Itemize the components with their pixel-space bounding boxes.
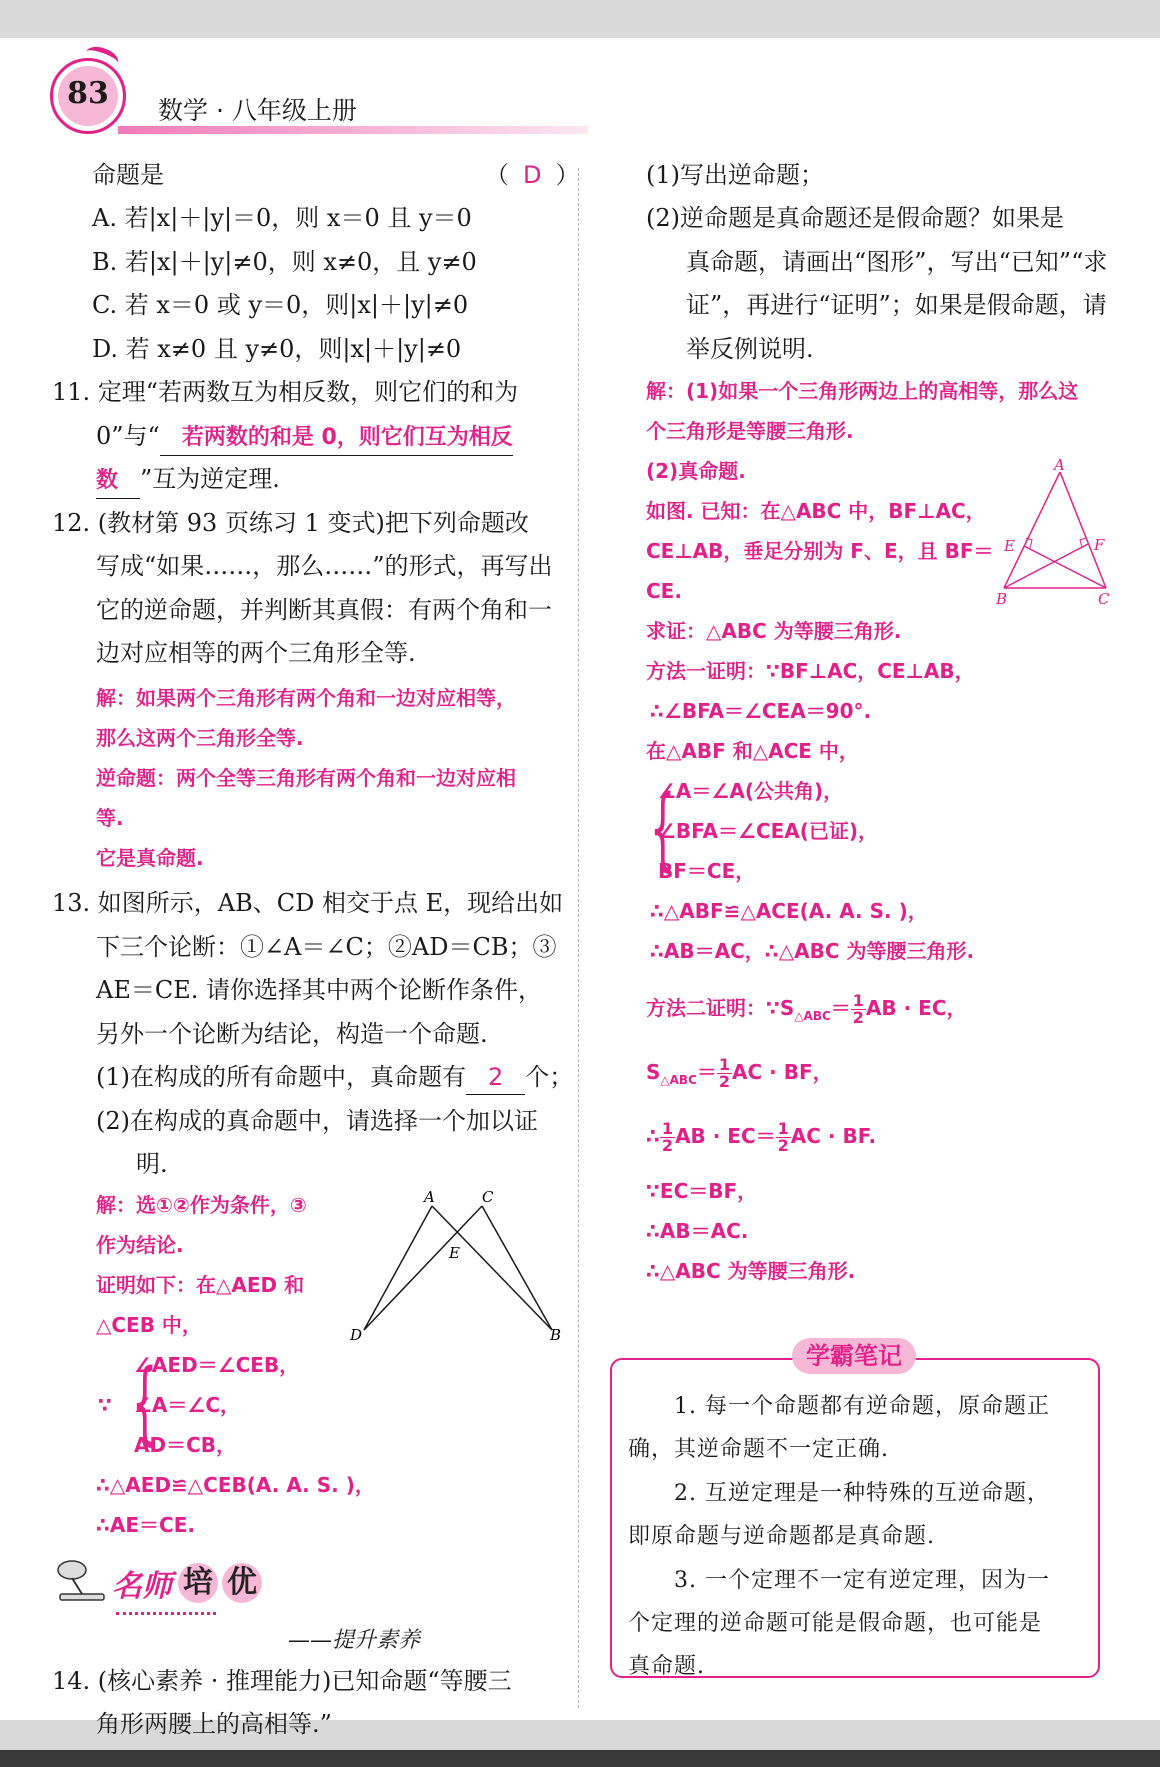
method-2-line-4: ∵EC＝BF， [646, 1179, 758, 1203]
method-2-line-6: ∴△ABC 为等腰三角形. [646, 1259, 856, 1283]
q12-solution-1: 解：如果两个三角形有两个角和一边对应相等， [96, 686, 516, 710]
q14-part-2-line-1: (2)逆命题是真命题还是假命题？如果是 [646, 204, 1064, 232]
q14-solution-9: ∴∠BFA＝∠CEA＝90°. [650, 699, 872, 723]
section-title-dots [116, 1612, 216, 1615]
q14-solution-4: 如图. 已知：在△ABC 中，BF⊥AC， [646, 499, 986, 523]
fig1-label-c: C [482, 1188, 494, 1206]
q11-answer-part-2: 数 [96, 464, 140, 499]
q13-solution-3: 证明如下：在△AED 和 [96, 1273, 305, 1297]
q11-answer-part-1: 若两数的和是 0，则它们互为相反 [160, 421, 513, 456]
q14-brace: { [649, 776, 676, 881]
fig1-label-d: D [350, 1326, 363, 1344]
method-2-line-1: 方法二证明：$\because S_{\triangle ABC}=$ $\frac{1}{2}$ AB · EC， [646, 991, 967, 1027]
q14-solution-5: CE⊥AB，垂足分别为 F、E，且 BF＝ [646, 539, 994, 563]
q10-option-c: C. 若 x＝0 或 y＝0，则|x|＋|y|≠0 [92, 291, 469, 319]
q14-solution-3: (2)真命题. [646, 459, 746, 483]
q14-solution-13: BF＝CE， [658, 859, 756, 883]
q14-solution-11: ∠A＝∠A(公共角)， [658, 779, 844, 803]
note-1-line-1: 1. 每一个命题都有逆命题，原命题正 [674, 1394, 1050, 1419]
note-3-line-2: 个定理的逆命题可能是假命题，也可能是 [628, 1611, 1043, 1636]
q13-solution-7: AD＝CB， [134, 1433, 237, 1457]
q13-part-2-line-2: 明. [136, 1150, 168, 1178]
note-3-line-1: 3. 一个定理不一定有逆定理，因为一 [674, 1568, 1050, 1593]
q13-part-2-line-1: (2)在构成的真命题中，请选择一个加以证 [96, 1107, 538, 1135]
q14-solution-10: 在△ABF 和△ACE 中， [646, 739, 859, 763]
q12-line-4: 边对应相等的两个三角形全等. [96, 639, 416, 667]
section-title-part-3: 优 [222, 1563, 262, 1603]
q14-solution-15: ∴AB＝AC，∴△ABC 为等腰三角形. [650, 939, 975, 963]
q13-line-2: 下三个论断：①∠A＝∠C；②AD＝CB；③ [96, 933, 557, 961]
fig2-label-b: B [996, 590, 1008, 608]
q13-because: ∵ [98, 1393, 112, 1417]
q12-solution-2: 那么这两个三角形全等. [96, 726, 304, 750]
q14-part-2-line-3: 证”，再进行“证明”；如果是假命题，请 [686, 291, 1107, 319]
q13-part-1-answer: 2 [466, 1060, 525, 1095]
method-2-line-5: ∴AB＝AC. [646, 1219, 749, 1243]
q13-brace: { [131, 1350, 158, 1455]
q14-line-2: 角形两腰上的高相等.” [96, 1710, 332, 1738]
q14-part-1: (1)写出逆命题； [646, 161, 824, 189]
figure-intersecting-segments [340, 1188, 570, 1348]
q10-option-b: B. 若|x|＋|y|≠0，则 x≠0，且 y≠0 [92, 248, 477, 276]
q14-solution-6: CE. [646, 579, 682, 603]
q14-solution-12: ∠BFA＝∠CEA(已证)， [658, 819, 879, 843]
q11-line-3: 数 ”互为逆定理. [96, 462, 280, 499]
q13-line-3: AE＝CE. 请你选择其中两个论断作条件， [96, 976, 542, 1004]
section-title-badge [112, 1560, 262, 1606]
bottom-bar [0, 1750, 1160, 1767]
q10-answer-bracket: （ D ） [485, 161, 580, 189]
method-2-line-3: ∴ $\frac{1}{2}$ AB · EC＝ $\frac{1}{2}$ AC · BF. [646, 1119, 877, 1155]
q14-solution-2: 个三角形是等腰三角形. [646, 419, 854, 443]
q11-line-2: 0”与“ 若两数的和是 0，则它们互为相反 [96, 419, 513, 456]
section-title-part-1: 名师 [112, 1569, 172, 1604]
q13-solution-5: ∠AED＝∠CEB， [134, 1353, 300, 1377]
q14-part-2-line-2: 真命题，请画出“图形”，写出“已知”“求 [686, 248, 1108, 276]
q14-solution-8: 方法一证明：∵BF⊥AC，CE⊥AB， [646, 659, 975, 683]
q12-line-2: 写成“如果……，那么……”的形式，再写出 [96, 552, 553, 580]
q10-answer: D [523, 161, 542, 189]
q13-solution-6: ∠A＝∠C， [134, 1393, 241, 1417]
textbook-page [0, 38, 1160, 1738]
figure-isosceles-triangle [990, 458, 1120, 608]
q11-line-1: 11. 定理“若两数互为相反数，则它们的和为 [52, 378, 519, 406]
q13-line-1: 13. 如图所示，AB、CD 相交于点 E，现给出如 [52, 889, 564, 917]
q13-solution-9: ∴AE＝CE. [96, 1513, 195, 1537]
fig1-label-a: A [424, 1188, 435, 1206]
q12-solution-4: 等. [96, 806, 124, 830]
fig2-label-f: F [1094, 536, 1105, 554]
fig2-label-a: A [1054, 458, 1065, 474]
section-subtitle: ——提升素养 [288, 1628, 421, 1653]
note-2-line-1: 2. 互逆定理是一种特殊的互逆命题， [674, 1481, 1050, 1506]
q14-line-1: 14. (核心素养 · 推理能力)已知命题“等腰三 [52, 1667, 512, 1695]
q14-solution-1: 解：(1)如果一个三角形两边上的高相等，那么这 [646, 379, 1079, 403]
note-2-line-2: 即原命题与逆命题都是真命题. [628, 1524, 935, 1549]
fig2-label-e: E [1004, 537, 1015, 555]
note-3-line-3: 真命题. [628, 1654, 705, 1679]
q14-solution-14: ∴△ABF≌△ACE(A. A. S. )， [650, 899, 928, 923]
q12-solution-3: 逆命题：两个全等三角形有两个角和一边对应相 [96, 766, 516, 790]
q10-option-d: D. 若 x≠0 且 y≠0，则|x|＋|y|≠0 [92, 335, 462, 363]
teacher-lamp-icon [52, 1558, 108, 1602]
q12-line-3: 它的逆命题，并判断其真假：有两个角和一 [96, 596, 552, 624]
page-title: 数学 · 八年级上册 [158, 96, 357, 125]
q12-line-1: 12. (教材第 93 页练习 1 变式)把下列命题改 [52, 509, 529, 537]
q13-solution-8: ∴△AED≌△CEB(A. A. S. )， [96, 1473, 375, 1497]
section-title-part-2: 培 [178, 1563, 218, 1603]
fig1-label-b: B [550, 1326, 562, 1344]
q14-solution-7: 求证：△ABC 为等腰三角形. [646, 619, 902, 643]
fig1-label-e: E [449, 1244, 460, 1262]
q13-part-1: (1)在构成的所有命题中，真命题有 2 个； [96, 1060, 573, 1095]
q13-solution-1: 解：选①②作为条件，③ [96, 1193, 307, 1217]
column-divider [578, 168, 579, 1708]
q10-stem: 命题是 [92, 161, 164, 189]
method-2-line-2: $S_{\triangle ABC}=$ $\frac{1}{2}$ AC · BF， [646, 1055, 833, 1091]
q14-part-2-line-4: 举反例说明. [686, 335, 814, 363]
q10-option-a: A. 若|x|＋|y|＝0，则 x＝0 且 y＝0 [92, 204, 472, 232]
page-number: 83 [67, 76, 109, 111]
q13-line-4: 另外一个论断为结论，构造一个命题. [96, 1020, 488, 1048]
fig2-label-c: C [1098, 590, 1110, 608]
q12-solution-5: 它是真命题. [96, 846, 204, 870]
notes-title: 学霸笔记 [792, 1338, 916, 1374]
note-1-line-2: 确，其逆命题不一定正确. [628, 1437, 889, 1462]
q13-solution-2: 作为结论. [96, 1233, 184, 1257]
q13-solution-4: △CEB 中， [96, 1313, 202, 1337]
